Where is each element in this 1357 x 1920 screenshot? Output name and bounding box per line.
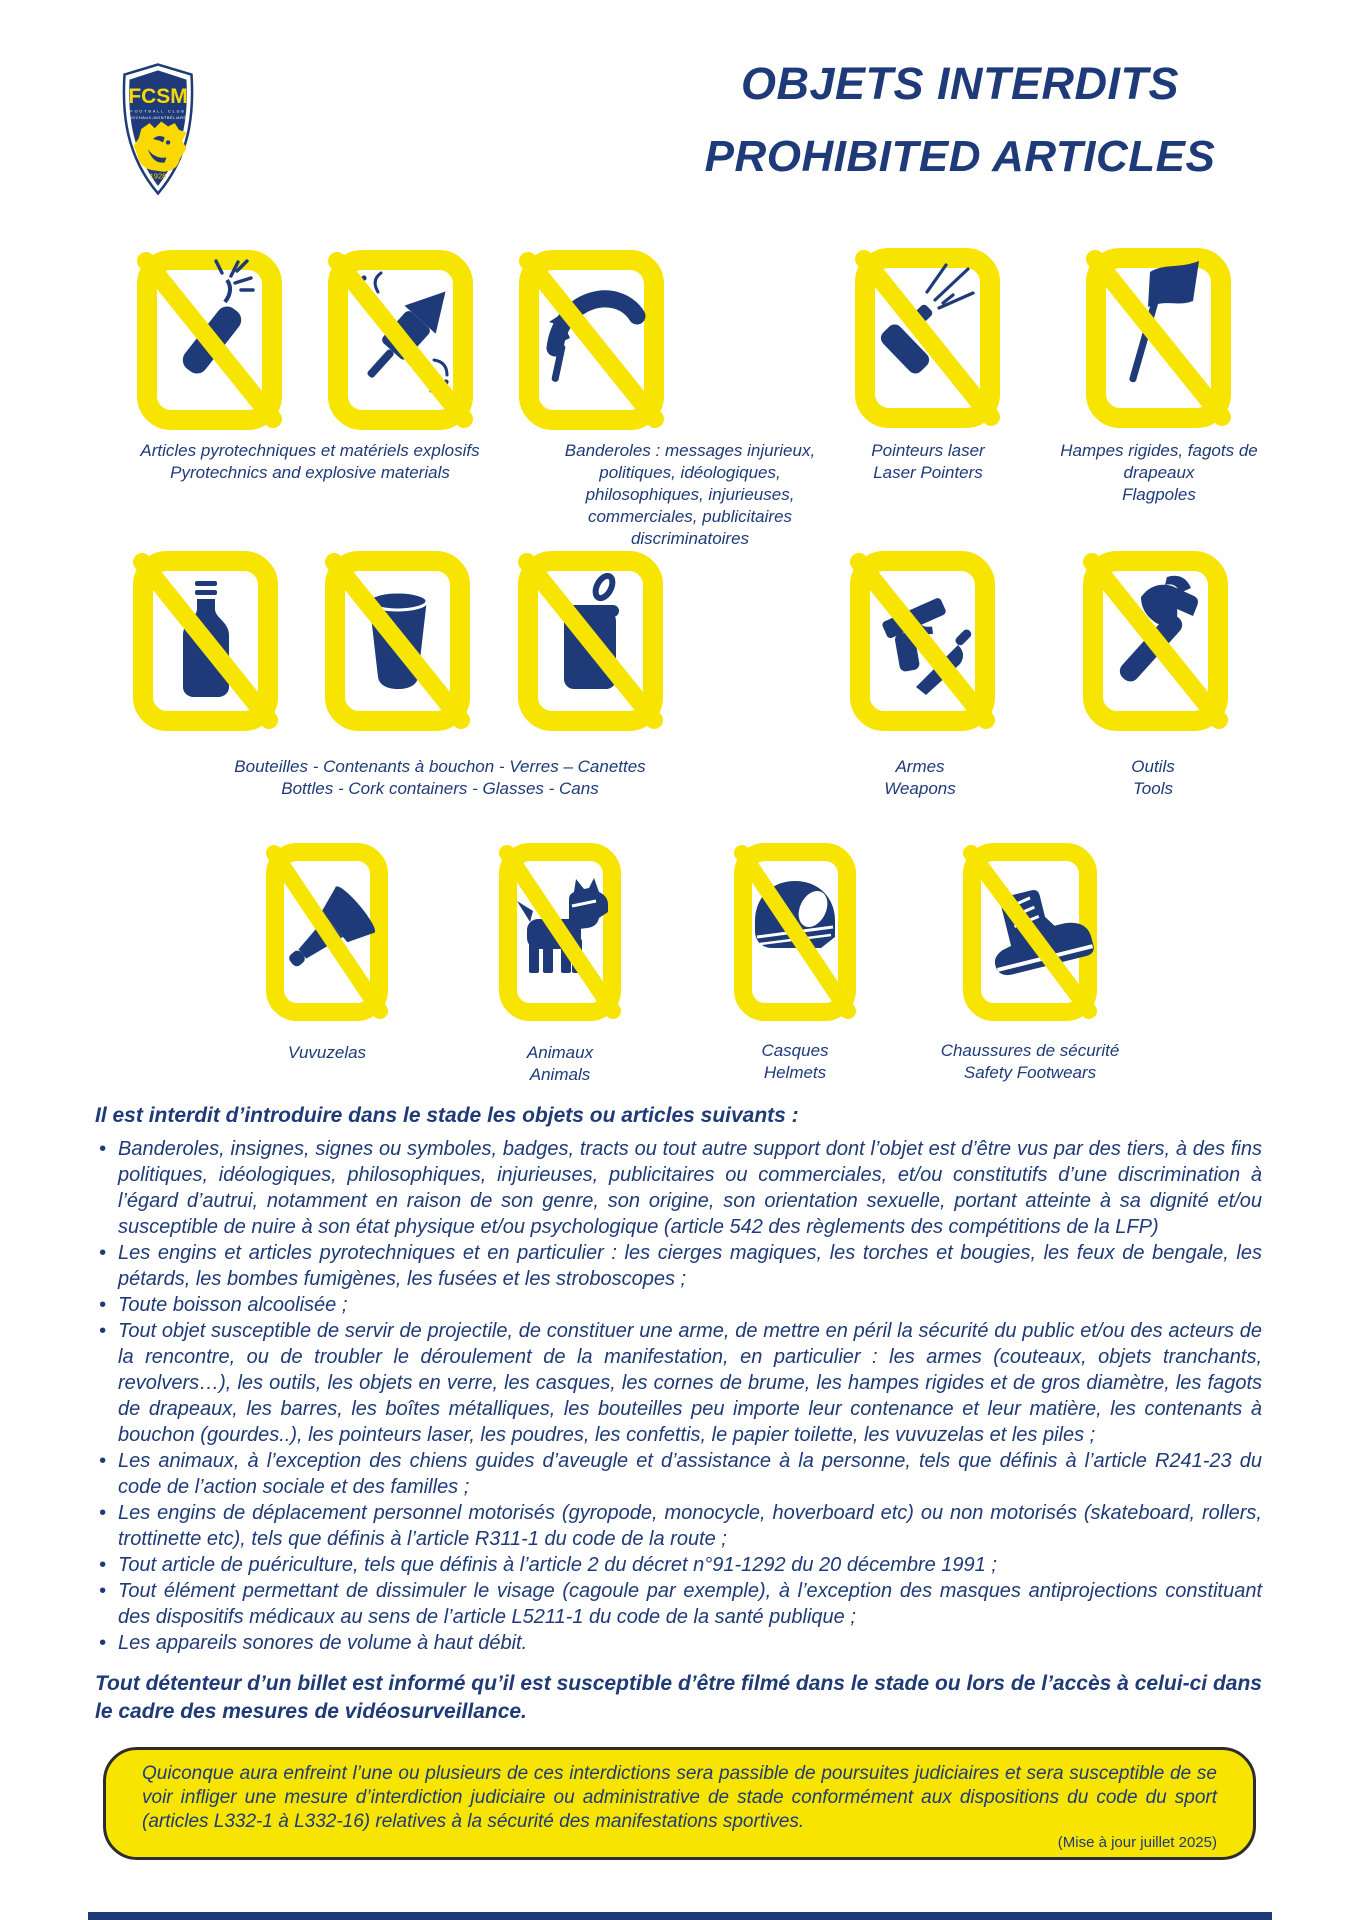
tools-hammer-icon: [1083, 551, 1228, 731]
logo-acronym: FCSM: [128, 85, 188, 109]
footer-bar: [88, 1912, 1272, 1920]
legal-warning-box: [103, 1747, 1256, 1860]
caption-bottles: [150, 756, 730, 800]
dog-animals-icon: [499, 843, 621, 1021]
flagpole-icon: [1086, 248, 1231, 428]
bottle-icon: [133, 551, 278, 731]
page-title-en: PROHIBITED ARTICLES: [704, 132, 1216, 181]
legal-warning-text: Quiconque aura enfreint l’une ou plusieurs de ces interdictions sera passible de poursuites judiciaires et sera susceptible de se voir infliger une mesure d’interdiction judiciaire ou administrative de stade conformément aux dispositions du code du sport (articles L332-1 à L332-16) relatives à la sécurité des manifestations sportives.: [142, 1763, 1217, 1832]
caption-flagpoles-fr: Hampes rigides, fagots de drapeaux: [1060, 441, 1258, 482]
caption-laser-en: Laser Pointers: [873, 463, 983, 482]
caption-safety-footwear-en: Safety Footwears: [963, 1063, 1097, 1082]
logo-club-line2: SOCHAUX-MONTBÉLIARD: [129, 115, 187, 120]
caption-flagpoles-en: Flagpoles: [1122, 485, 1196, 504]
caption-banners-fr: Banderoles : messages injurieux, politiques, idéologiques, philosophiques, injurieuses, commerciales, publicitaires discriminatoires: [564, 441, 816, 548]
caption-tools-fr: Outils: [1131, 757, 1175, 776]
caption-animals: [470, 1042, 650, 1086]
rules-heading: Il est interdit d’introduire dans le stade les objets ou articles suivants :: [95, 1104, 799, 1127]
rule-sound-devices: • Les appareils sonores de volume à haut débit.: [95, 1630, 1262, 1656]
caption-safety-footwear: [920, 1040, 1140, 1084]
caption-laser-fr: Pointeurs laser: [871, 441, 985, 460]
rule-animals: • Les animaux, à l’exception des chiens guides d’aveugle et d’assistance à la personne, tels que définis à l’article R241-23 du code de l’action sociale et des familles ;: [95, 1448, 1262, 1500]
caption-flagpoles: [1059, 440, 1259, 506]
can-icon: [518, 551, 663, 731]
rule-childcare-articles: • Tout article de puériculture, tels que définis à l’article 2 du décret n°91-1292 du 20 décembre 1991 ;: [95, 1552, 1262, 1578]
last-updated-label: (Mise à jour juillet 2025): [1057, 1834, 1217, 1851]
logo-club-line1: FOOTBALL CLUB: [130, 109, 186, 114]
caption-weapons-fr: Armes: [895, 757, 945, 776]
caption-helmets: [705, 1040, 885, 1084]
caption-weapons-en: Weapons: [884, 779, 956, 798]
pyrotechnics-firecracker-icon: [137, 250, 282, 430]
video-surveillance-notice: Tout détenteur d’un billet est informé qu’il est susceptible d’être filmé dans le stade ou lors de l’accès à celui-ci dans le cadre des mesures de vidéosurveillance.: [95, 1672, 1262, 1723]
caption-bottles-fr: Bouteilles - Contenants à bouchon - Verres – Canettes: [234, 757, 646, 776]
page-title-fr: OBJETS INTERDITS: [740, 58, 1180, 109]
caption-animals-fr: Animaux: [526, 1043, 594, 1062]
rule-personal-transport: • Les engins de déplacement personnel motorisés (gyropode, monocycle, hoverboard etc) ou non motorisés (skateboard, rollers, trottinette etc), tels que définis à l’article R311-1 du code de la route ;: [95, 1500, 1262, 1552]
caption-bottles-en: Bottles - Cork containers - Glasses - Cans: [281, 779, 599, 798]
weapons-icon: [850, 551, 995, 731]
rule-face-covering: • Tout élément permettant de dissimuler le visage (cagoule par exemple), à l’exception des masques antiprojections constituant des dispositifs médicaux au sens de l’article L5211-1 du code de la santé publique ;: [95, 1578, 1262, 1630]
rule-banners: • Banderoles, insignes, signes ou symboles, badges, tracts ou tout autre support dont l’objet est d’être vus par des tiers, à des fins politiques, idéologiques, philosophiques, injurieuses, publicitaires ou commerciales, et/ou constitutifs d’une discrimination à l’égard d’autrui, notamment en raison de son genre, son origine, son orientation sexuelle, portant atteinte à sa dignité et/ou susceptible de nuire à son état physique et/ou psychologique (article 542 des règlements des compétitions de la LFP): [95, 1136, 1262, 1240]
rule-projectiles: • Tout objet susceptible de servir de projectile, de constituer une arme, de mettre en péril la sécurité du public et/ou des acteurs de la rencontre, ou de troubler le déroulement de la manifestation, en particulier : les armes (couteaux, objets tranchants, revolvers…), les outils, les objets en verre, les casques, les cornes de brume, les hampes rigides et de gros diamètre, les fagots de drapeaux, les barres, les boîtes métalliques, les bouteilles peu importe leur contenance et leur matière, les contenants à bouchon (gourdes..), les pointeurs laser, les poudres, les confettis, le papier toilette, les vuvuzelas et les piles ;: [95, 1318, 1262, 1448]
page-title: [640, 58, 1280, 183]
safety-boot-icon: [963, 843, 1097, 1021]
caption-tools-en: Tools: [1132, 779, 1173, 798]
caption-safety-footwear-fr: Chaussures de sécurité: [940, 1041, 1120, 1060]
caption-vuvuzelas-fr: Vuvuzelas: [287, 1043, 367, 1062]
pyrotechnics-firework-rocket-icon: [328, 250, 473, 430]
caption-helmets-en: Helmets: [763, 1063, 827, 1082]
laser-pointer-icon: [855, 248, 1000, 428]
banner-icon: [519, 250, 664, 430]
caption-pyrotechnics-fr: Articles pyrotechniques et matériels explosifs: [140, 441, 480, 460]
caption-banners: [545, 440, 835, 550]
glass-icon: [325, 551, 470, 731]
rules-section: [95, 1102, 1262, 1860]
caption-tools: [1058, 756, 1248, 800]
fcsm-club-logo: [116, 62, 200, 196]
logo-year: 1928: [149, 171, 167, 181]
caption-animals-en: Animals: [529, 1065, 591, 1084]
caption-helmets-fr: Casques: [761, 1041, 829, 1060]
caption-weapons: [830, 756, 1010, 800]
caption-vuvuzelas: [237, 1042, 417, 1064]
rule-alcohol: • Toute boisson alcoolisée ;: [95, 1292, 1262, 1318]
caption-laser-pointers: [838, 440, 1018, 484]
caption-pyrotechnics-en: Pyrotechnics and explosive materials: [170, 463, 450, 482]
vuvuzela-icon: [266, 843, 388, 1021]
caption-pyrotechnics: [120, 440, 500, 484]
rule-pyrotechnics: • Les engins et articles pyrotechniques et en particulier : les cierges magiques, les torches et bougies, les feux de bengale, les pétards, les bombes fumigènes, les fusées et les stroboscopes ;: [95, 1240, 1262, 1292]
helmet-icon: [734, 843, 856, 1021]
